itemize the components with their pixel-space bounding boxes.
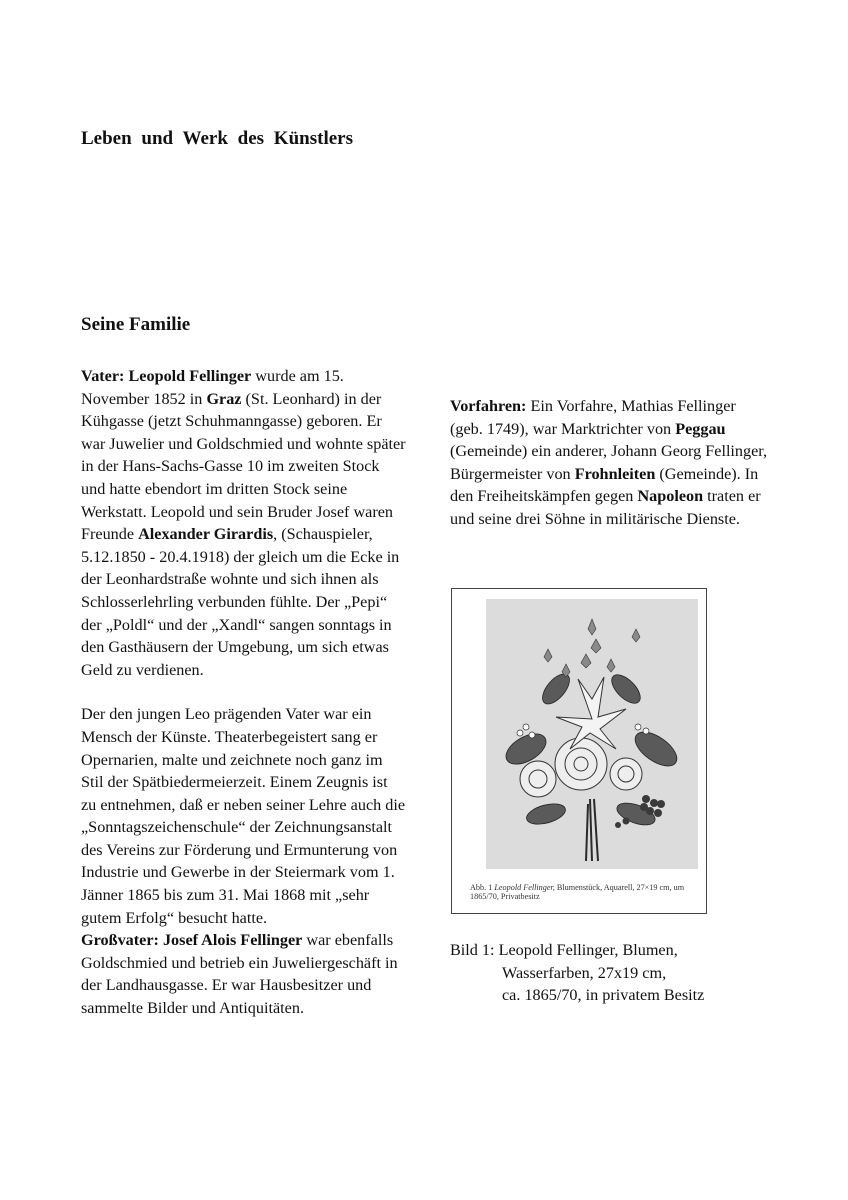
- grandfather-label: Großvater: Josef Alois Fellinger: [81, 931, 303, 950]
- left-column: [81, 365, 406, 1020]
- napoleon-bold: Napoleon: [637, 487, 704, 506]
- ancestors-label: Vorfahren:: [450, 397, 527, 415]
- figure-caption-line-3: ca. 1865/70, in privatem Besitz: [502, 986, 705, 1005]
- girardi-bold: Alexander Girardis: [138, 525, 274, 544]
- father-paragraph: Vater: Leopold Fellinger wurde am 15. November 1852 in Graz (St. Leonhard) in der Kühgasse (jetzt Schuhmanngasse) geboren. Er war Juwelier und Goldschmied und wohnte später in der Hans-Sachs-Gasse 10 im zweiten Stock und hatte ebendort im dritten Stock seine Werkstatt. Leopold und sein Bruder Josef waren Freunde Alexander Girardis, (Schauspieler, 5.12.1850 - 20.4.1918) der gleich um die Ecke in der Leonhardstraße wohnte und sich ihnen als Schlosserlehrling verbunden fühlte. Der „Pepi“ der „Poldl“ und der „Xandl“ sangen sonntags in den Gasthäusern der Umgebung, um sich etwas Geld zu verdienen.: [81, 367, 406, 679]
- father-label: Vater: Leopold Fellinger: [81, 367, 252, 385]
- figure-scan-caption: Abb. 1 Leopold Fellinger, Blumenstück, Aquarell, 27×19 cm, um 1865/70, Privatbesitz: [470, 883, 685, 902]
- father-arts-paragraph: Der den jungen Leo prägenden Vater war ein Mensch der Künste. Theaterbegeistert sang er Opernarien, malte und zeichnete noch ganz im Stil der Spätbiedermeierzeit. Einem Zeugnis ist zu entnehmen, daß er neben seiner Lehre auch die „Sonntagszeichenschule“ der Zeichnungsanstalt des Vereins zur Förderung und Ermunterung von Industrie und Gewerbe in der Steiermark vom 1. Jänner 1865 bis zum 31. Mai 1868 mit „sehr gutem Erfolg“ besucht hatte.: [81, 705, 406, 927]
- ancestors-paragraph: Vorfahren: Ein Vorfahre, Mathias Fellinger (geb. 1749), war Marktrichter von Peggau (Gemeinde) ein anderer, Johann Georg Fellinger, Bürgermeister von Frohnleiten (Gemeinde). In den Freiheitskämpfen gegen Napoleon traten er und seine drei Söhne in militärische Dienste.: [450, 397, 768, 528]
- figure-caption-line-2: Wasserfarben, 27x19 cm,: [502, 963, 667, 982]
- page-title: Leben und Werk des Künstlers: [81, 128, 353, 149]
- figure-caption-line-1: Bild 1: Leopold Fellinger, Blumen,: [450, 941, 678, 959]
- peggau-bold: Peggau: [675, 419, 726, 438]
- frohnleiten-bold: Frohnleiten: [574, 464, 656, 483]
- flower-painting-figure: [451, 588, 707, 914]
- flower-bouquet-image: [486, 599, 698, 869]
- figure-caption: [450, 939, 704, 1007]
- grandfather-paragraph: Großvater: Josef Alois Fellinger war ebenfalls Goldschmied und betrieb ein Juweliergeschäft in der Landhausgasse. Er war Hausbesitzer und sammelte Bilder und Antiquitäten.: [81, 931, 398, 1018]
- section-heading: Seine Familie: [81, 314, 191, 335]
- graz-bold: Graz: [206, 389, 242, 408]
